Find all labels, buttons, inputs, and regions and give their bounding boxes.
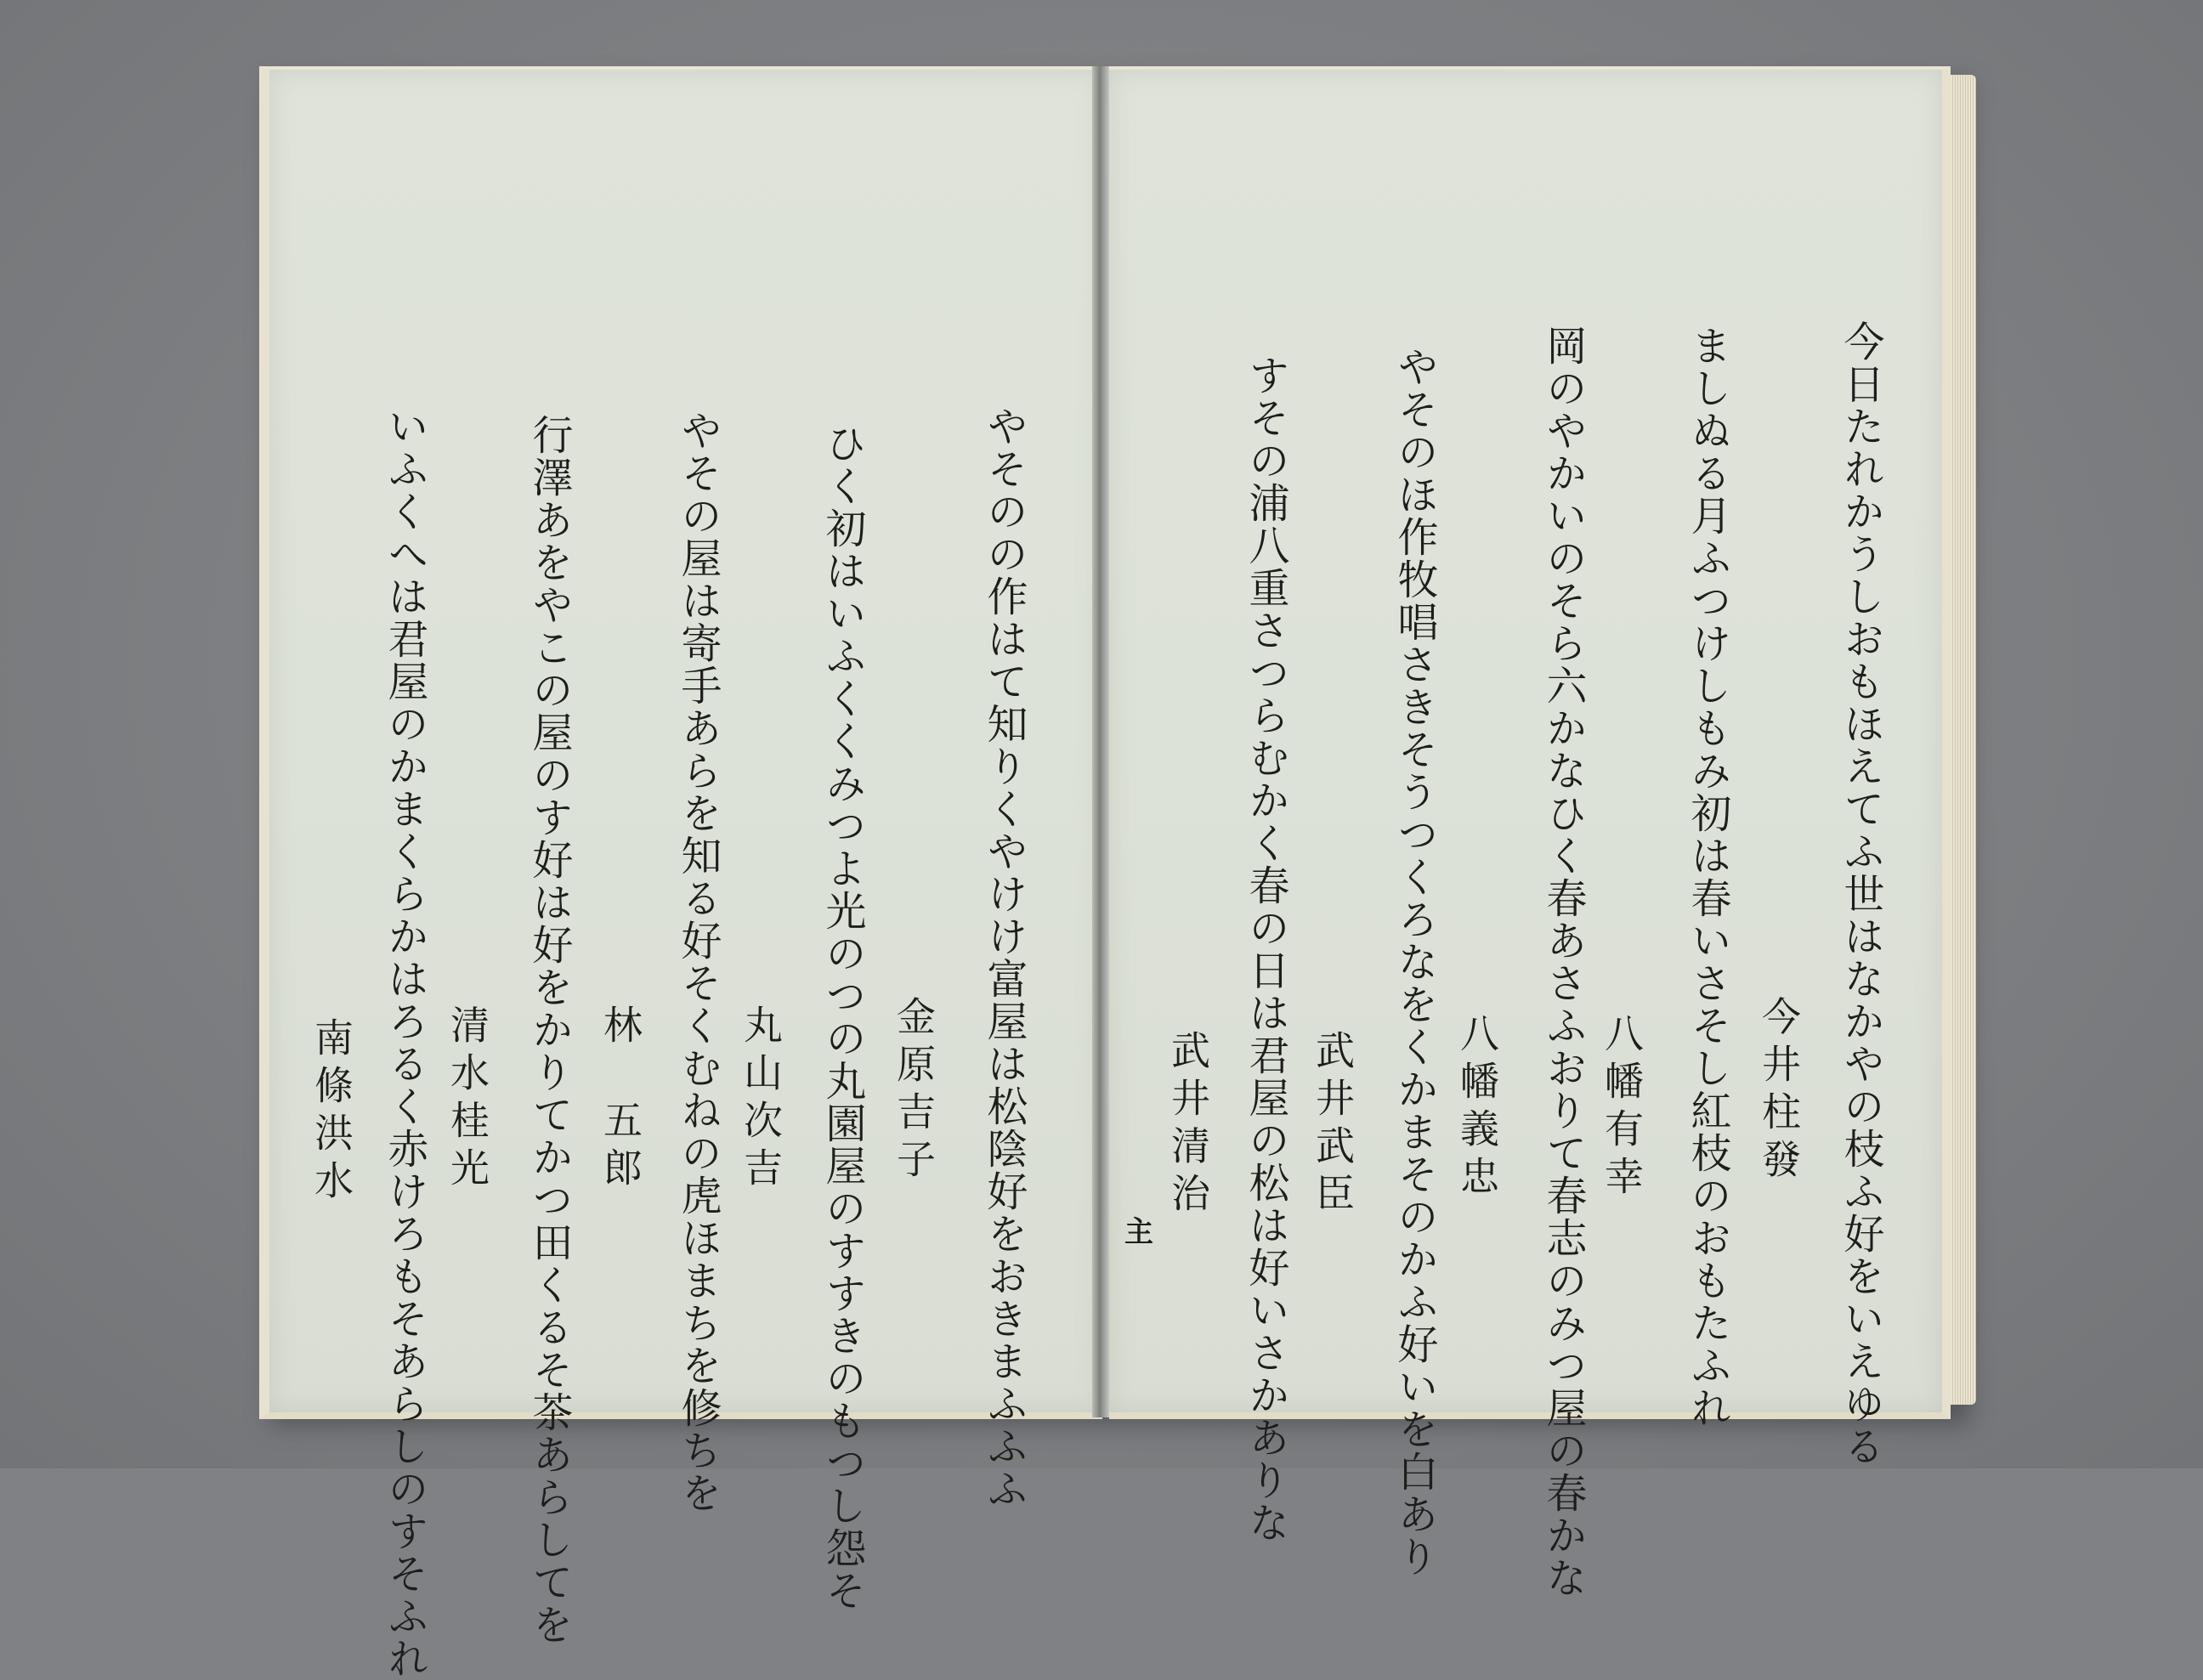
left-author-2: 丸山次吉 — [738, 1004, 784, 1195]
right-page — [1109, 66, 1951, 1599]
right-author-2: 八幡有幸 — [1599, 1013, 1645, 1203]
right-poem-2: ましぬる月ふつけしもみ初は春いさそし紅枝のおもたふれ — [1684, 325, 1731, 1429]
left-author-5: 南條洪水 — [309, 1017, 354, 1208]
left-poem-3: やその屋は寄手あらを知る好そくむねの虎ほまちを修ちを — [674, 410, 722, 1514]
right-poem-4: やそのほ作牧唱さきそうつくろなをくかまそのかふ好いを白あり — [1390, 346, 1438, 1578]
right-author-5: 武井清治 — [1165, 1030, 1211, 1220]
right-poem-1: 今日たれかうしおもほえてふ世はなかやの枝ふ好をいえゆる — [1837, 320, 1884, 1468]
left-page — [259, 66, 1102, 1680]
right-author-3: 八幡義忠 — [1454, 1013, 1500, 1203]
right-poem-5: すその浦八重さつらむかく春の日は君屋の松は好いさかありな — [1242, 354, 1289, 1544]
open-book — [259, 66, 1959, 1680]
book-gutter — [1092, 66, 1109, 1417]
left-poem-5: いふくへは君屋のかまくらかはろるく赤けろもそあらしのすそふれ — [381, 405, 428, 1680]
left-poem-2: ひく初はいふくくみつよ光のつの丸園屋のすすきのもつし怨そ — [818, 422, 866, 1612]
right-author-1: 今井柱發 — [1756, 996, 1802, 1186]
left-poem-1: やそのの作はて知りくやけけ富屋は松陰好をおきまふふふ — [980, 405, 1028, 1510]
page-number: 主 — [1124, 1215, 1153, 1249]
page-edges — [1951, 75, 1976, 1405]
left-poem-4: 行澤あをやこの屋のす好は好をかりてかつ田くるそ茶あらしてを — [525, 414, 573, 1646]
left-author-3: 林 五郎 — [597, 1004, 643, 1195]
left-author-4: 清水桂光 — [445, 1004, 490, 1195]
right-poem-3: 岡のやかいのそら六かなひく春あさふおりて春志のみつ屋の春かな — [1539, 325, 1587, 1599]
right-author-4: 武井武臣 — [1310, 1030, 1356, 1220]
left-author-1: 金原吉子 — [891, 996, 937, 1186]
